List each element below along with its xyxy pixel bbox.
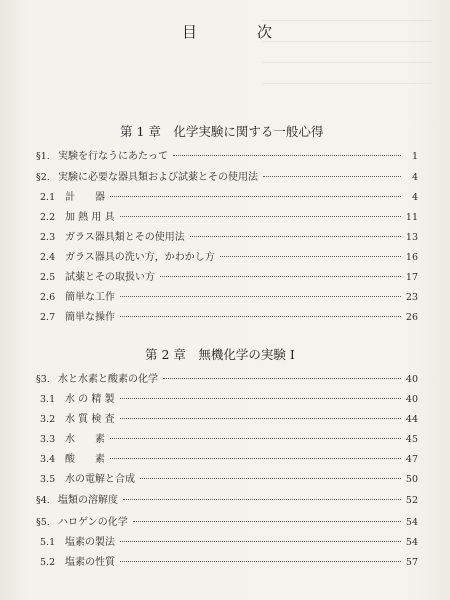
entry-title: 実験を行なうにあたって [58, 151, 168, 162]
entry-page: 40 [405, 394, 418, 405]
entry-title: 計 器 [65, 192, 105, 203]
entry-number: 3.5 [40, 474, 56, 485]
dot-leader [173, 155, 401, 156]
entry-title: 酸 素 [65, 454, 105, 465]
entry-number: 3.1 [40, 394, 56, 405]
entry-page: 52 [405, 495, 418, 506]
entry-page: 23 [405, 292, 418, 303]
entry-page: 45 [405, 434, 418, 445]
entry-number: 2.2 [40, 212, 56, 223]
entry-page: 40 [405, 374, 418, 385]
entry-title: 水 素 [65, 434, 105, 445]
dot-leader [120, 561, 401, 562]
toc-subentry [40, 308, 418, 324]
dot-leader [160, 276, 401, 277]
entry-number: §5. [36, 517, 50, 528]
entry-title: ガラス器具の洗い方，かわかし方 [65, 252, 215, 263]
toc-subentry [40, 228, 418, 244]
toc-subentry [40, 288, 418, 304]
entry-number: §4. [36, 495, 50, 506]
entry-number: 2.7 [40, 312, 56, 323]
toc-subentry [40, 533, 418, 549]
page-title [182, 21, 272, 42]
dot-leader [120, 541, 401, 542]
entry-title: ハロゲンの化学 [58, 517, 128, 528]
toc-subentry [40, 430, 418, 446]
entry-page: 26 [405, 312, 418, 323]
entry-page: 54 [405, 517, 418, 528]
entry-title: 実験に必要な器具類および試薬とその使用法 [58, 172, 258, 183]
bleed-through-text [262, 8, 432, 98]
entry-page: 13 [405, 232, 418, 243]
entry-number: 2.6 [40, 292, 56, 303]
toc-subentry [40, 248, 418, 264]
toc-subentry [40, 410, 418, 426]
toc-subentry [40, 450, 418, 466]
dot-leader [120, 316, 401, 317]
entry-title: 塩類の溶解度 [58, 495, 118, 506]
entry-number: 2.3 [40, 232, 56, 243]
entry-page: 54 [405, 537, 418, 548]
entry-page: 57 [405, 557, 418, 568]
entry-title: 塩素の製法 [65, 537, 115, 548]
entry-number: §2. [36, 172, 50, 183]
entry-title: 水の電解と合成 [65, 474, 135, 485]
chapter-2-heading: 第 2 章 無機化学の実験 Ⅰ [145, 347, 295, 362]
toc-entry [36, 370, 418, 386]
chapter-1-heading: 第 1 章 化学実験に関する一般心得 [120, 124, 324, 139]
entry-title: 水 の 精 製 [65, 394, 115, 405]
entry-page: 11 [405, 212, 418, 223]
entry-number: 5.1 [40, 537, 56, 548]
dot-leader [120, 216, 401, 217]
dot-leader [190, 236, 401, 237]
entry-number: 3.4 [40, 454, 56, 465]
entry-title: 加 熱 用 具 [65, 212, 115, 223]
entry-page: 17 [405, 272, 418, 283]
entry-title: 水 質 検 査 [65, 414, 115, 425]
toc-subentry [40, 470, 418, 486]
toc-subentry [40, 390, 418, 406]
toc-subentry [40, 553, 418, 569]
dot-leader [163, 378, 401, 379]
toc-entry [36, 147, 418, 163]
entry-page: 1 [411, 151, 418, 162]
entry-title: 簡単な操作 [65, 312, 115, 323]
entry-number: 2.4 [40, 252, 56, 263]
entry-page: 4 [411, 192, 418, 203]
entry-number: 2.1 [40, 192, 56, 203]
entry-title: ガラス器具類とその使用法 [65, 232, 185, 243]
toc-subentry [40, 268, 418, 284]
dot-leader [110, 458, 401, 459]
entry-number: 3.3 [40, 434, 56, 445]
dot-leader [110, 196, 401, 197]
dot-leader [120, 398, 401, 399]
entry-page: 44 [405, 414, 418, 425]
entry-number: §3. [36, 374, 50, 385]
toc-subentry [40, 208, 418, 224]
title-char-2: 次 [256, 23, 272, 41]
entry-number: 5.2 [40, 557, 56, 568]
dot-leader [263, 176, 401, 177]
toc-subentry [40, 188, 418, 204]
title-char-1: 目 [182, 23, 198, 41]
dot-leader [110, 438, 401, 439]
dot-leader [220, 256, 401, 257]
toc-entry [36, 513, 418, 529]
entry-page: 4 [411, 172, 418, 183]
dot-leader [133, 521, 401, 522]
toc-entry [36, 168, 418, 184]
entry-page: 47 [405, 454, 418, 465]
entry-title: 水と水素と酸素の化学 [58, 374, 158, 385]
entry-number: 3.2 [40, 414, 56, 425]
toc-entry [36, 491, 418, 507]
dot-leader [123, 499, 401, 500]
entry-title: 簡単な工作 [65, 292, 115, 303]
entry-page: 50 [405, 474, 418, 485]
entry-title: 試薬とその取扱い方 [65, 272, 155, 283]
entry-number: 2.5 [40, 272, 56, 283]
entry-title: 塩素の性質 [65, 557, 115, 568]
dot-leader [120, 418, 401, 419]
dot-leader [120, 296, 401, 297]
entry-number: §1. [36, 151, 50, 162]
entry-page: 16 [405, 252, 418, 263]
dot-leader [140, 478, 401, 479]
